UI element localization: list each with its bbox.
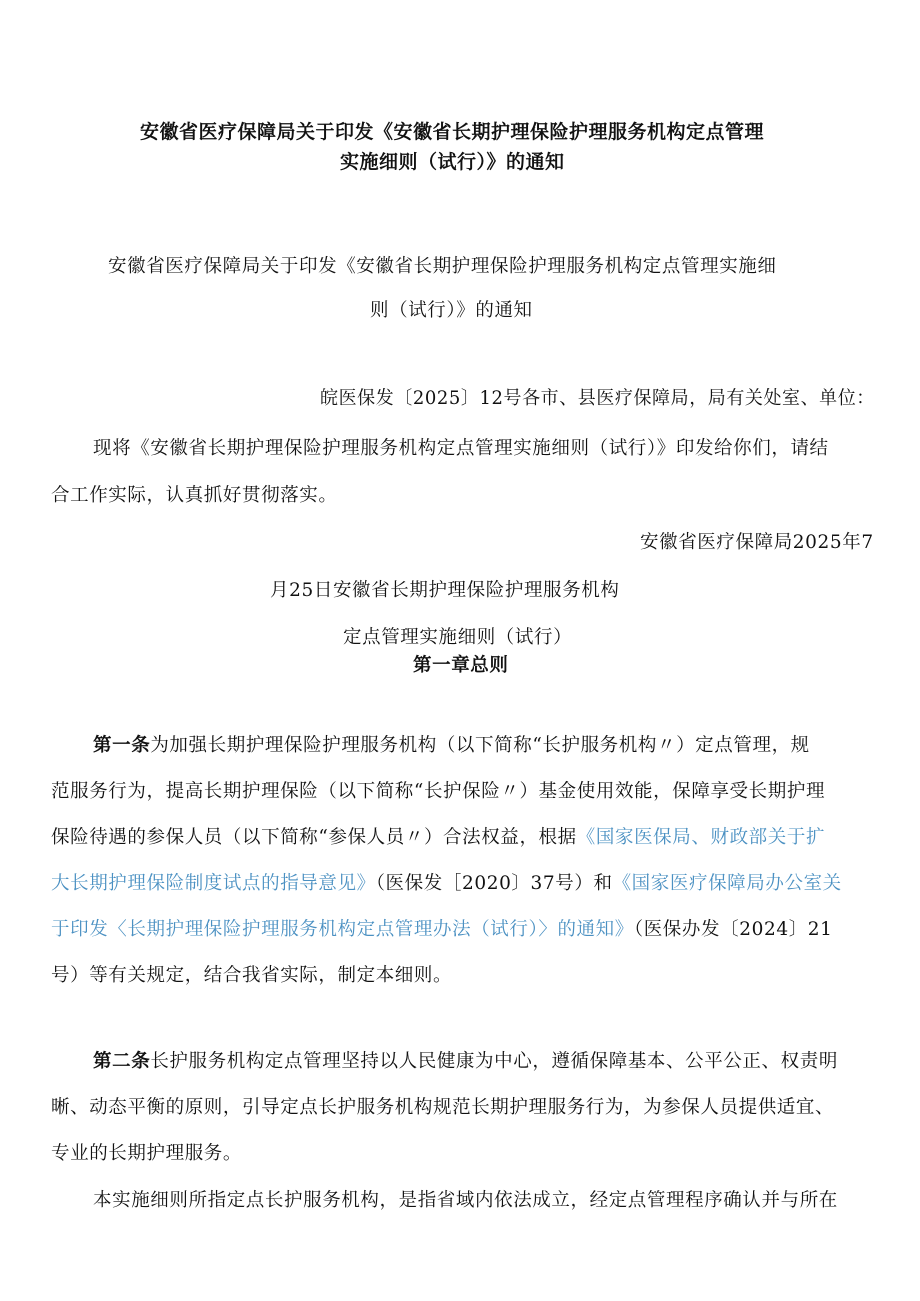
- notice-line1: 现将《安徽省长期护理保险护理服务机构定点管理实施细则（试行）》印发给你们，请结: [93, 438, 829, 459]
- doc-title-line2: 实施细则（试行）》的通知: [340, 151, 565, 173]
- signature-line1: 安徽省医疗保障局2025年7: [640, 532, 874, 553]
- paragraph3-line1: 本实施细则所指定点长护服务机构，是指省域内依法成立，经定点管理程序确认并与所在: [93, 1190, 838, 1211]
- article2-line1: [93, 1047, 838, 1073]
- article1-line3-text: 保险待遇的参保人员（以下简称“参保人员〃）合法权益，根据: [51, 827, 577, 848]
- article1-line6: 号）等有关规定，结合我省实际，制定本细则。: [51, 965, 453, 986]
- article2-line3: 专业的长期护理服务。: [51, 1143, 243, 1164]
- chapter-title: 第一章总则: [413, 655, 509, 676]
- notice-line2: 合工作实际，认真抓好贯彻落实。: [51, 485, 338, 506]
- policy-link-notice-cont[interactable]: 于印发〈长期护理保险护理服务机构定点管理办法（试行）〉的通知》: [51, 919, 634, 940]
- doc-title-line1: 安徽省医疗保障局关于印发《安徽省长期护理保险护理服务机构定点管理: [140, 121, 765, 143]
- article2-line2: 晰、动态平衡的原则，引导定点长护服务机构规范长期护理服务行为，为参保人员提供适宜、: [51, 1097, 835, 1118]
- subtitle-line1: 安徽省医疗保障局关于印发《安徽省长期护理保险护理服务机构定点管理实施细: [108, 256, 777, 277]
- signature-line2: 月25日安徽省长期护理保险护理服务机构: [270, 580, 620, 601]
- article1-line5: [51, 915, 833, 941]
- policy-link-guidance[interactable]: 《国家医保局、财政部关于扩: [576, 827, 826, 848]
- subtitle-line2: 则（试行）》的通知: [370, 300, 533, 321]
- policy-link-guidance-cont[interactable]: 大长期护理保险制度试点的指导意见》: [51, 873, 376, 894]
- article2-label: 第二条: [93, 1051, 151, 1072]
- article1-line1-text: 为加强长期护理保险护理服务机构（以下简称“长护服务机构〃）定点管理，规: [150, 735, 810, 756]
- doc-number-line: 皖医保发〔2025〕12号各市、县医疗保障局，局有关处室、单位：: [320, 388, 875, 409]
- article1-line4: [51, 869, 842, 895]
- rules-title: 定点管理实施细则（试行）: [343, 627, 573, 648]
- article1-line4-text: （医保发［2020〕37号）和: [375, 873, 613, 894]
- article1-line3: [51, 823, 825, 849]
- article1-label: 第一条: [93, 735, 151, 756]
- article1-line1: [93, 731, 810, 757]
- policy-link-notice[interactable]: 《国家医疗保障局办公室关: [612, 873, 842, 894]
- article2-line1-text: 长护服务机构定点管理坚持以人民健康为中心，遵循保障基本、公平公正、权责明: [150, 1051, 838, 1072]
- article1-line2: 范服务行为，提高长期护理保险（以下简称“长护保险〃）基金使用效能，保障享受长期护理: [51, 781, 826, 802]
- article1-line5-text: （医保办发〔2024〕21: [633, 919, 833, 940]
